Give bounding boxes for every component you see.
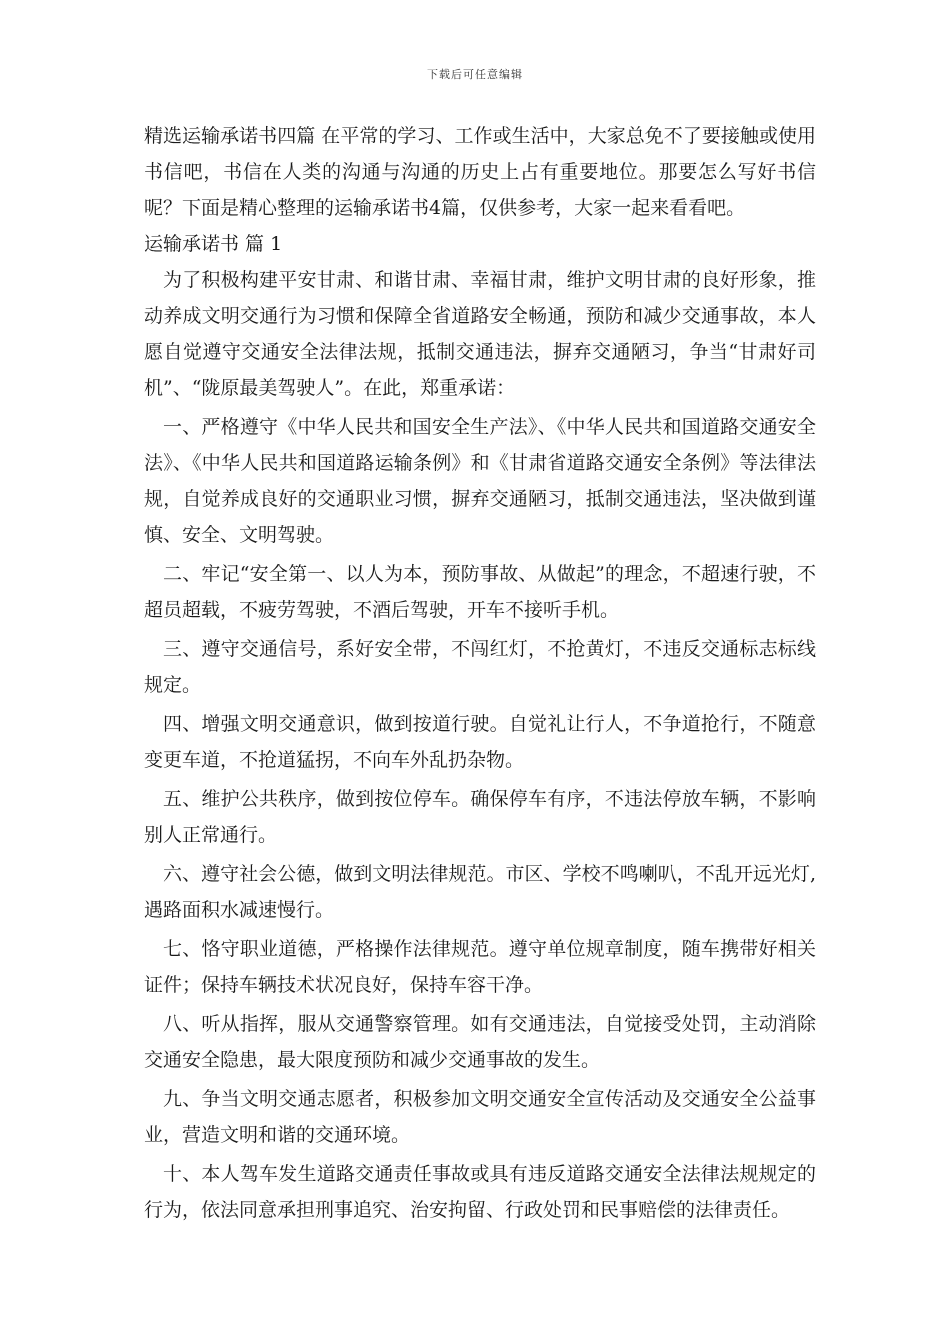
preamble-paragraph: 为了积极构建平安甘肃、和谐甘肃、幸福甘肃，维护文明甘肃的良好形象，推动养成文明交通行为习惯和保障全省道路安全畅通，预防和减少交通事故，本人愿自觉遵守交通安全法律法规，抵制交通违法，摒弃交通陋习，争当“甘肃好司机”、“陇原最美驾驶人”。在此，郑重承诺： bbox=[144, 269, 816, 399]
pledge-item: 八、听从指挥，服从交通警察管理。如有交通违法，自觉接受处罚，主动消除交通安全隐患，最大限度预防和减少交通事故的发生。 bbox=[144, 1013, 816, 1071]
section-title: 运输承诺书 篇 1 bbox=[144, 233, 283, 255]
pledge-item: 一、严格遵守《中华人民共和国安全生产法》、《中华人民共和国道路交通安全法》、《中华人民共和国道路运输条例》和《甘肃省道路交通安全条例》等法律法规，自觉养成良好的交通职业习惯，摒弃交通陋习，抵制交通违法，坚决做到谨慎、安全、文明驾驶。 bbox=[144, 416, 816, 546]
pledge-item: 五、维护公共秩序，做到按位停车。确保停车有序，不违法停放车辆，不影响别人正常通行。 bbox=[144, 788, 816, 846]
pledge-item: 七、恪守职业道德，严格操作法律规范。遵守单位规章制度，随车携带好相关证件；保持车辆技术状况良好，保持车容干净。 bbox=[144, 938, 816, 996]
pledge-item: 三、遵守交通信号，系好安全带，不闯红灯，不抢黄灯，不违反交通标志标线规定。 bbox=[144, 638, 816, 696]
pledge-item: 十、本人驾车发生道路交通责任事故或具有违反道路交通安全法律法规规定的行为，依法同意承担刑事追究、治安拘留、行政处罚和民事赔偿的法律责任。 bbox=[144, 1163, 816, 1221]
pledge-item: 六、遵守社会公德，做到文明法律规范。市区、学校不鸣喇叭，不乱开远光灯,遇路面积水减速慢行。 bbox=[144, 863, 816, 921]
pledge-item: 二、牢记“安全第一、以人为本，预防事故、从做起”的理念，不超速行驶，不超员超载，不疲劳驾驶，不酒后驾驶，开车不接听手机。 bbox=[144, 563, 816, 621]
page-header: 下载后可任意编辑 bbox=[427, 68, 523, 81]
pledge-item: 九、争当文明交通志愿者，积极参加文明交通安全宣传活动及交通安全公益事业，营造文明和谐的交通环境。 bbox=[144, 1088, 816, 1146]
pledge-item: 四、增强文明交通意识，做到按道行驶。自觉礼让行人，不争道抢行，不随意变更车道，不抢道猛拐，不向车外乱扔杂物。 bbox=[144, 713, 816, 771]
document-body bbox=[144, 118, 816, 1228]
intro-paragraph: 精选运输承诺书四篇 在平常的学习、工作或生活中，大家总免不了要接触或使用书信吧，书信在人类的沟通与沟通的历史上占有重要地位。那要怎么写好书信呢？下面是精心整理的运输承诺书4篇，仅供参考，大家一起来看看吧。 bbox=[144, 125, 816, 219]
